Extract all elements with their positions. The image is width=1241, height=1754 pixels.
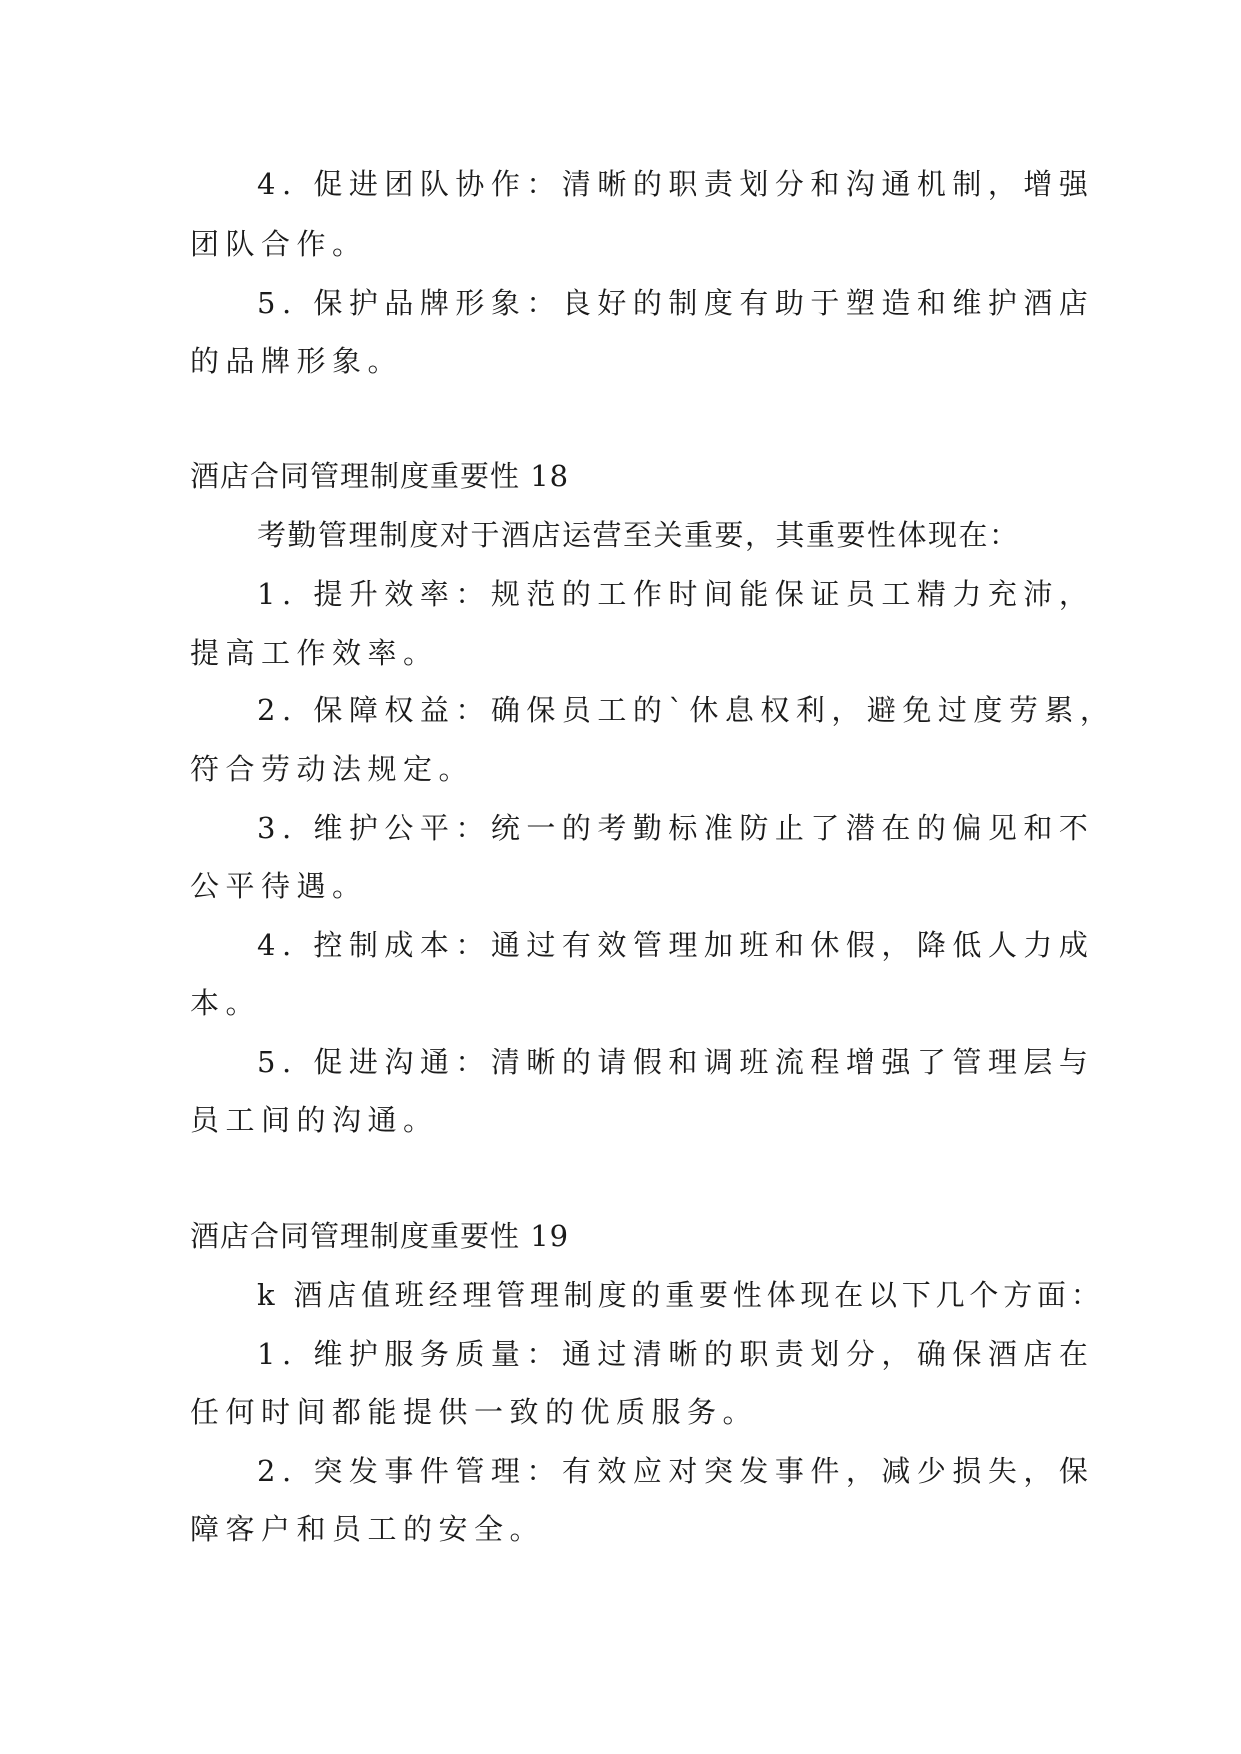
- list-item-4-line-1: 4. 促进团队协作：清晰的职责划分和沟通机制，增强: [257, 167, 1095, 201]
- section-19-item-2-line-2: 障客户和员工的安全。: [190, 1512, 546, 1546]
- section-19-item-1-line-1: 1. 维护服务质量：通过清晰的职责划分，确保酒店在: [257, 1337, 1095, 1371]
- section-19-item-1-line-2: 任何时间都能提供一致的优质服务。: [190, 1395, 759, 1429]
- section-18-item-4-line-1: 4. 控制成本：通过有效管理加班和休假，降低人力成: [257, 928, 1095, 962]
- section-18-item-3-line-1: 3. 维护公平：统一的考勤标准防止了潜在的偏见和不: [257, 811, 1095, 845]
- section-18-item-4-line-2: 本。: [190, 986, 262, 1020]
- section-18-item-2-line-1: 2. 保障权益：确保员工的`休息权利，避免过度劳累，: [257, 693, 1116, 727]
- section-18-item-3-line-2: 公平待遇。: [190, 869, 368, 903]
- list-item-5-line-2: 的品牌形象。: [190, 344, 404, 378]
- section-19-intro: k 酒店值班经理管理制度的重要性体现在以下几个方面：: [257, 1278, 1105, 1312]
- section-heading-18: 酒店合同管理制度重要性 18: [190, 459, 570, 493]
- section-18-item-1-line-1: 1. 提升效率：规范的工作时间能保证员工精力充沛，: [257, 577, 1095, 611]
- section-heading-19: 酒店合同管理制度重要性 19: [190, 1219, 570, 1253]
- list-item-4-line-2: 团队合作。: [190, 227, 368, 261]
- section-19-item-2-line-1: 2. 突发事件管理：有效应对突发事件，减少损失，保: [257, 1454, 1095, 1488]
- section-18-item-2-line-2: 符合劳动法规定。: [190, 752, 475, 786]
- section-18-item-1-line-2: 提高工作效率。: [190, 636, 439, 670]
- section-18-item-5-line-2: 员工间的沟通。: [190, 1103, 439, 1137]
- list-item-5-line-1: 5. 保护品牌形象：良好的制度有助于塑造和维护酒店: [257, 286, 1095, 320]
- section-18-intro: 考勤管理制度对于酒店运营至关重要，其重要性体现在：: [257, 518, 1020, 552]
- section-18-item-5-line-1: 5. 促进沟通：清晰的请假和调班流程增强了管理层与: [257, 1045, 1095, 1079]
